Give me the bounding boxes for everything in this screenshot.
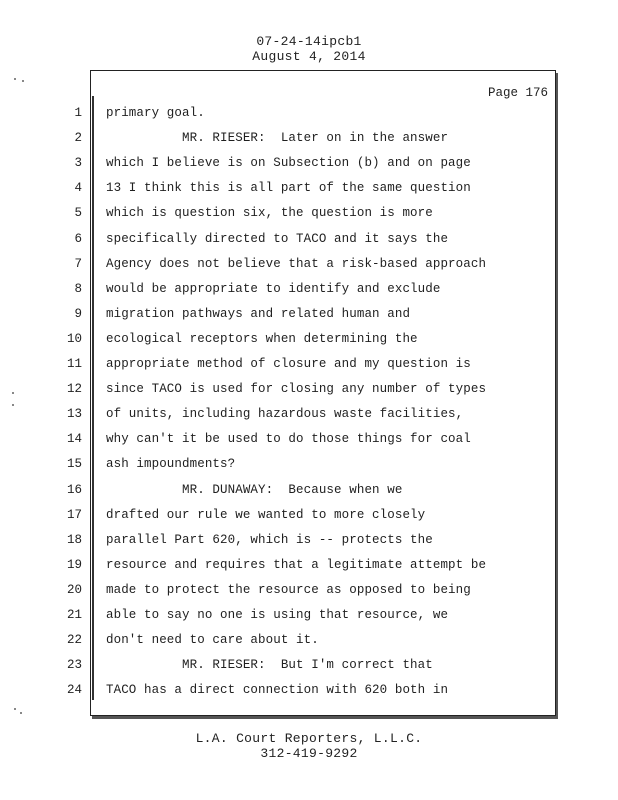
transcript-line — [0, 407, 618, 427]
line-number: 7 — [74, 256, 82, 271]
line-number: 24 — [66, 683, 82, 698]
transcript-line — [0, 633, 618, 653]
line-number: 21 — [66, 608, 82, 622]
line-text: since TACO is used for closing any number of types — [106, 382, 487, 397]
transcript-line — [0, 382, 618, 402]
transcript-line — [0, 683, 618, 703]
line-number: 4 — [74, 181, 82, 196]
line-text: of units, including hazardous waste facilities, — [106, 407, 464, 422]
scan-speck — [14, 78, 16, 80]
line-text: TACO has a direct connection with 620 both in — [106, 683, 449, 698]
transcript-line — [0, 457, 618, 477]
transcript-line — [0, 483, 618, 503]
line-number: 8 — [74, 281, 82, 296]
transcript-line — [0, 106, 618, 126]
scan-speck — [14, 708, 16, 710]
transcript-date: August 4, 2014 — [252, 49, 366, 64]
line-number: 11 — [66, 357, 82, 371]
line-text: MR. RIESER: But I'm correct that — [106, 658, 433, 673]
line-number: 17 — [66, 507, 82, 522]
line-number: 20 — [66, 582, 82, 597]
reporter-phone: 312-419-9292 — [260, 746, 358, 761]
transcript-line — [0, 257, 618, 277]
line-text: why can't it be used to do those things for coal — [106, 432, 471, 447]
line-text: able to say no one is using that resource, we — [106, 608, 449, 622]
scan-speck — [12, 404, 14, 406]
scan-speck — [20, 712, 22, 714]
line-number: 10 — [66, 331, 82, 346]
reporter-company: L.A. Court Reporters, L.L.C. — [195, 731, 423, 746]
transcript-line — [0, 608, 618, 628]
transcript-line — [0, 558, 618, 578]
line-number: 14 — [66, 432, 82, 447]
line-text: primary goal. — [106, 106, 205, 120]
transcript-line — [0, 533, 618, 553]
line-text: specifically directed to TACO and it says the — [106, 231, 449, 246]
transcript-line — [0, 583, 618, 603]
transcript-line — [0, 357, 618, 377]
line-number: 13 — [66, 407, 82, 422]
transcript-line — [0, 508, 618, 528]
line-number: 18 — [66, 532, 82, 547]
line-text: MR. RIESER: Later on in the answer — [106, 131, 449, 146]
line-text: which is question six, the question is more — [106, 206, 433, 221]
line-text: don't need to care about it. — [106, 633, 319, 648]
transcript-line — [0, 156, 618, 176]
line-number: 6 — [74, 231, 82, 246]
line-number: 5 — [74, 206, 82, 221]
line-text: MR. DUNAWAY: Because when we — [106, 482, 403, 497]
transcript-line — [0, 131, 618, 151]
line-number: 3 — [74, 156, 82, 171]
line-text: ash impoundments? — [106, 457, 236, 472]
line-number: 12 — [66, 382, 82, 397]
line-text: which I believe is on Subsection (b) and on page — [106, 156, 471, 171]
line-number: 16 — [66, 482, 82, 497]
line-text: made to protect the resource as opposed to being — [106, 582, 471, 597]
scan-speck — [12, 392, 14, 394]
transcript-line — [0, 332, 618, 352]
line-text: ecological receptors when determining the — [106, 331, 418, 346]
line-number: 15 — [66, 457, 82, 472]
transcript-line — [0, 206, 618, 226]
line-number: 19 — [66, 557, 82, 572]
file-id: 07-24-14ipcb1 — [256, 34, 362, 49]
transcript-line — [0, 432, 618, 452]
transcript-line — [0, 307, 618, 327]
transcript-line — [0, 181, 618, 201]
transcript-line — [0, 232, 618, 252]
page-number: Page 176 — [487, 86, 548, 100]
line-text: Agency does not believe that a risk-based approach — [106, 256, 487, 271]
transcript-line — [0, 658, 618, 678]
scan-speck — [22, 80, 24, 82]
transcript-line — [0, 282, 618, 302]
line-text: parallel Part 620, which is -- protects the — [106, 532, 433, 547]
line-text: 13 I think this is all part of the same question — [106, 181, 471, 196]
line-number: 1 — [74, 106, 82, 120]
line-number: 9 — [74, 306, 82, 321]
line-text: appropriate method of closure and my question is — [106, 357, 471, 371]
line-text: drafted our rule we wanted to more closely — [106, 507, 426, 522]
line-number: 2 — [74, 131, 82, 146]
line-number: 23 — [66, 658, 82, 673]
line-number: 22 — [66, 633, 82, 648]
line-text: would be appropriate to identify and exclude — [106, 281, 441, 296]
line-text: resource and requires that a legitimate attempt be — [106, 557, 487, 572]
line-text: migration pathways and related human and — [106, 306, 411, 321]
